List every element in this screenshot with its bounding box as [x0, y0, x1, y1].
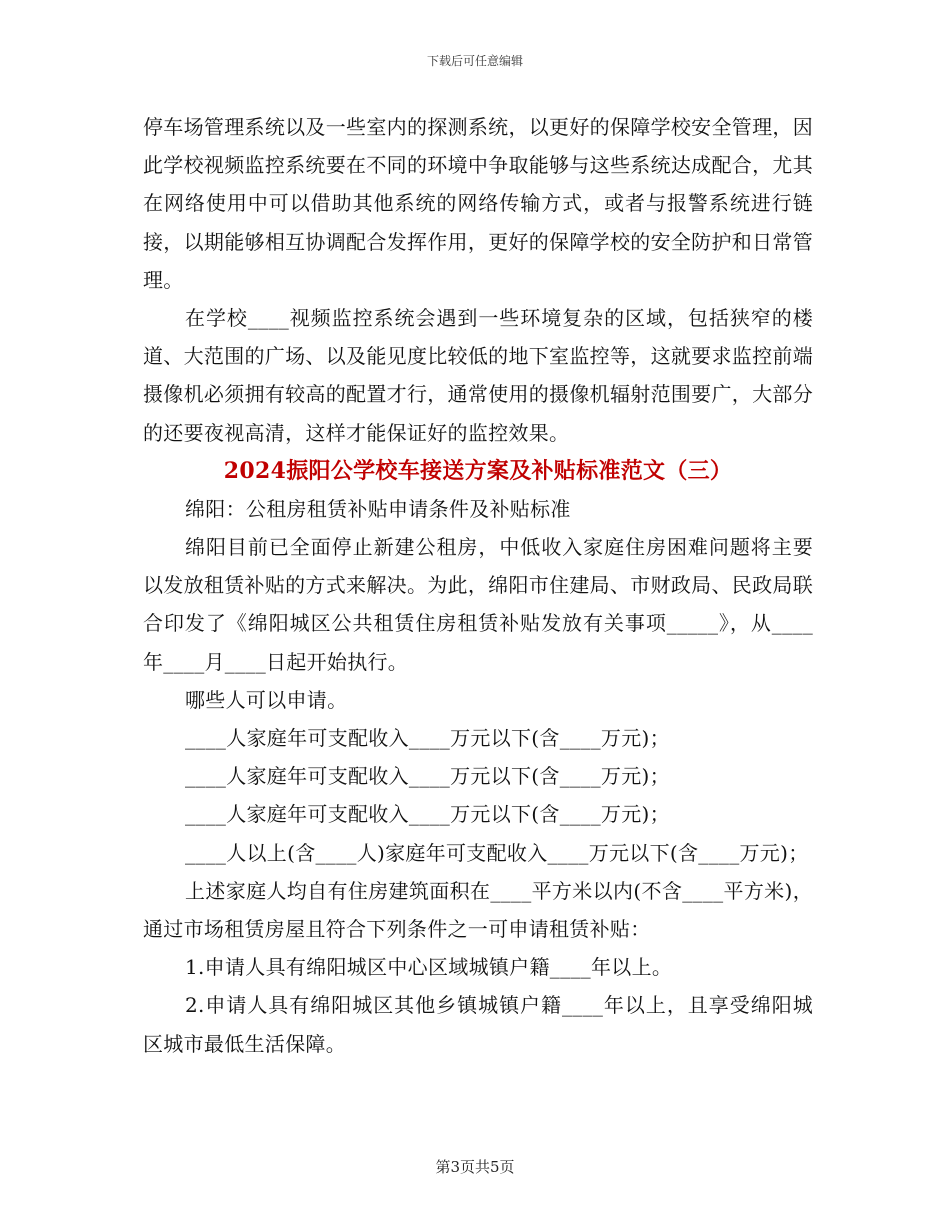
list-item: ____人家庭年可支配收入____万元以下(含____万元)；: [185, 726, 670, 751]
page-number: 第3页共5页: [435, 1158, 515, 1176]
list-item: ____人家庭年可支配收入____万元以下(含____万元)；: [185, 764, 670, 789]
paragraph: 哪些人可以申请。: [185, 687, 348, 712]
paragraph: 停车场管理系统以及一些室内的探测系统，以更好的保障学校安全管理，因此学校视频监控系统要在不同的环境中争取能够与这些系统达成配合，尤其在网络使用中可以借助其他系统的网络传输方式，或者与报警系统进行链接，以期能够相互协调配合发挥作用，更好的保障学校的安全防护和日常管理。: [143, 115, 813, 292]
list-item: ____人以上(含____人)家庭年可支配收入____万元以下(含____万元)；: [185, 840, 809, 865]
list-item: ____人家庭年可支配收入____万元以下(含____万元)；: [185, 802, 670, 827]
numbered-item: 1.申请人具有绵阳城区中心区域城镇户籍____年以上。: [185, 955, 673, 980]
numbered-item: 2.申请人具有绵阳城区其他乡镇城镇户籍____年以上，且享受绵阳城区城市最低生活保障。: [143, 993, 813, 1056]
paragraph-subtitle: 绵阳：公租房租赁补贴申请条件及补贴标准: [185, 496, 571, 521]
paragraph: 绵阳目前已全面停止新建公租房，中低收入家庭住房困难问题将主要以发放租赁补贴的方式来解决。为此，绵阳市住建局、市财政局、民政局联合印发了《绵阳城区公共租赁住房租赁补贴发放有关事项_____》，从____年____月____日起开始执行。: [143, 535, 813, 674]
paragraph: 上述家庭人均自有住房建筑面积在____平方米以内(不含____平方米)，通过市场租赁房屋且符合下列条件之一可申请租赁补贴：: [143, 878, 813, 942]
page-header: 下载后可任意编辑: [426, 54, 523, 68]
document-body: [143, 108, 813, 1063]
section-title: 2024振阳公学校车接送方案及补贴标准范文（三）: [223, 457, 733, 484]
paragraph: 在学校____视频监控系统会遇到一些环境复杂的区域，包括狭窄的楼道、大范围的广场、以及能见度比较低的地下室监控等，这就要求监控前端摄像机必须拥有较高的配置才行，通常使用的摄像机辐射范围要广，大部分的还要夜视高清，这样才能保证好的监控效果。: [143, 306, 813, 445]
